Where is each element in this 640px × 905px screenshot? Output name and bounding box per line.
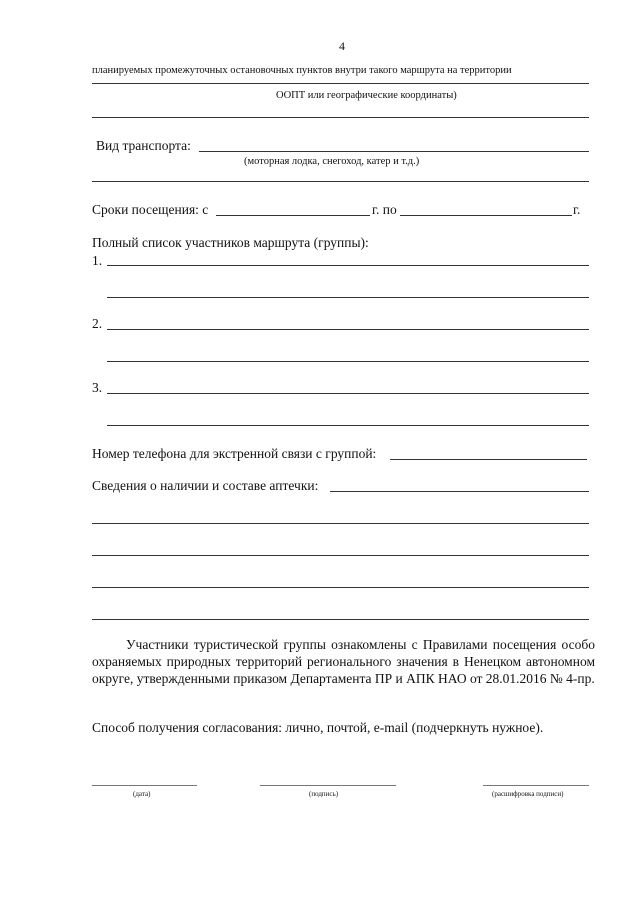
participant-2-line[interactable] bbox=[107, 329, 589, 330]
signature-caption: (подпись) bbox=[309, 790, 339, 798]
signature-decode-caption: (расшифровка подписи) bbox=[492, 790, 564, 798]
date-to-line[interactable] bbox=[400, 215, 572, 216]
transport-hint: (моторная лодка, снегоход, катер и т.д.) bbox=[244, 156, 420, 167]
first-aid-label: Сведения о наличии и составе аптечки: bbox=[92, 478, 319, 493]
approval-method: Способ получения согласования: лично, почтой, e-mail (подчеркнуть нужное). bbox=[92, 720, 544, 735]
participant-number-1: 1. bbox=[92, 253, 103, 268]
date-caption: (дата) bbox=[133, 790, 151, 798]
transport-extra-line[interactable] bbox=[92, 181, 589, 182]
dates-mid-label: г. по bbox=[372, 202, 397, 217]
phone-input-line[interactable] bbox=[390, 459, 587, 460]
participants-label: Полный список участников маршрута (группы): bbox=[92, 235, 369, 250]
route-line bbox=[92, 83, 589, 84]
dates-end-label: г. bbox=[573, 202, 581, 217]
first-aid-input-line[interactable] bbox=[330, 491, 589, 492]
route-description-line-2: ООПТ или географические координаты) bbox=[276, 90, 457, 101]
participant-number-2: 2. bbox=[92, 316, 103, 331]
transport-label: Вид транспорта: bbox=[96, 138, 191, 153]
participant-1-line-2[interactable] bbox=[107, 297, 589, 298]
date-from-line[interactable] bbox=[216, 215, 370, 216]
dates-label: Сроки посещения: с bbox=[92, 202, 209, 217]
first-aid-line-4[interactable] bbox=[92, 587, 589, 588]
transport-input-line[interactable] bbox=[199, 151, 589, 152]
route-extra-line[interactable] bbox=[92, 117, 589, 118]
participant-3-line-2[interactable] bbox=[107, 425, 589, 426]
first-aid-line-5[interactable] bbox=[92, 619, 589, 620]
first-aid-line-3[interactable] bbox=[92, 555, 589, 556]
page-number: 4 bbox=[339, 39, 345, 53]
acknowledgement-paragraph: Участники туристической группы ознакомлены с Правилами посещения особо охраняемых природных территорий регионального значения в Ненецком автономном округе, утвержденными приказом Департамента ПР и АПК НАО от 28.01.2016 № 4-пр. bbox=[92, 637, 595, 686]
first-aid-line-2[interactable] bbox=[92, 523, 589, 524]
participant-1-line[interactable] bbox=[107, 265, 589, 266]
participant-3-line[interactable] bbox=[107, 393, 589, 394]
route-description-line-1: планируемых промежуточных остановочных пунктов внутри такого маршрута на территории bbox=[92, 65, 512, 76]
phone-label: Номер телефона для экстренной связи с группой: bbox=[92, 446, 377, 461]
participant-2-line-2[interactable] bbox=[107, 361, 589, 362]
participant-number-3: 3. bbox=[92, 380, 103, 395]
